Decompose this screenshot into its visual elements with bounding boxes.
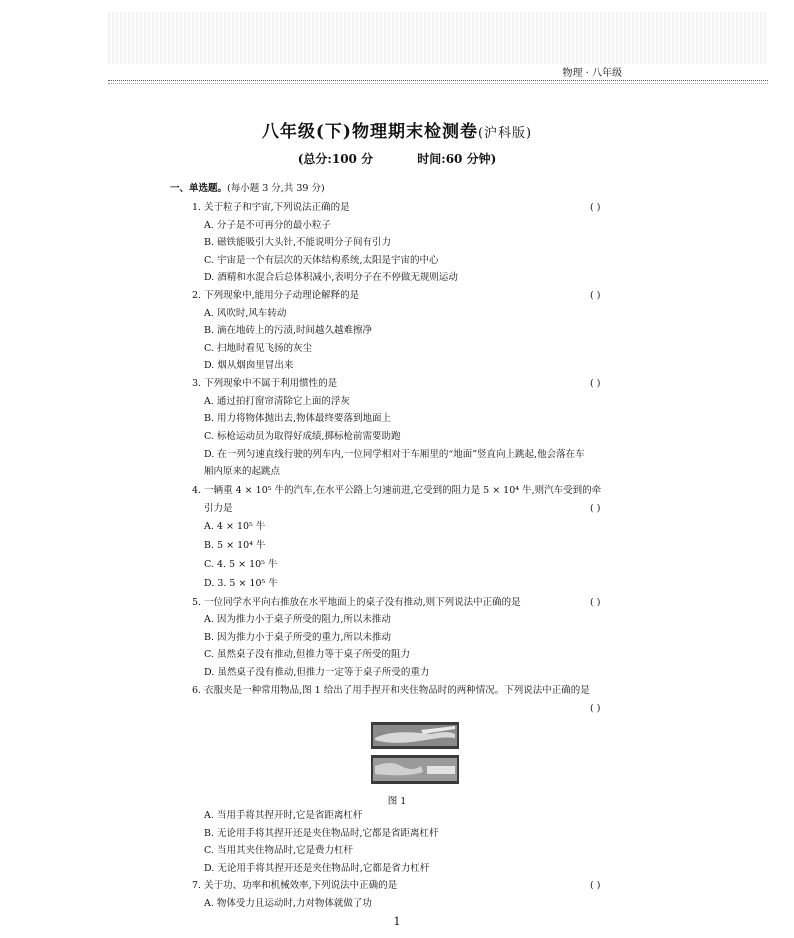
question-stem: 6. 衣服夹是一种常用物品,图 1 给出了用手捏开和夹住物品时的两种情况。下列说法中正确的是 (192, 685, 590, 696)
question-stem: 7. 关于功、功率和机械效率,下列说法中正确的是 (192, 880, 398, 891)
option-b: B. 5 × 10⁴ 牛 (204, 540, 266, 551)
header-divider (108, 80, 768, 81)
option-c: C. 宇宙是一个有层次的天体结构系统,太阳是宇宙的中心 (204, 255, 439, 266)
option-b: B. 滴在地砖上的污渍,时间越久越难擦净 (204, 325, 373, 336)
section-note: (每小题 3 分,共 39 分) (227, 183, 325, 194)
option-a: A. 风吹时,风车转动 (204, 308, 287, 319)
time-limit: 时间:60 分钟) (417, 152, 497, 166)
option-a: A. 当用手将其捏开时,它是省距离杠杆 (204, 810, 363, 821)
answer-blank[interactable]: ( ) (590, 378, 601, 389)
option-b: B. 用力将物体抛出去,物体最终要落到地面上 (204, 413, 392, 424)
section-heading (170, 183, 325, 195)
answer-blank[interactable]: ( ) (590, 703, 601, 714)
header-divider-secondary (108, 83, 768, 84)
option-a: A. 因为推力小于桌子所受的阻力,所以未推动 (204, 614, 391, 625)
option-d: D. 在一列匀速直线行驶的列车内,一位同学相对于车厢里的“地面”竖直向上跳起,他会落在车 (204, 449, 585, 460)
option-d: D. 3. 5 × 10⁵ 牛 (204, 578, 278, 589)
option-a: A. 4 × 10⁵ 牛 (204, 521, 266, 532)
section-label: 一、单选题。 (170, 183, 228, 194)
header-background-band (108, 12, 768, 64)
option-a: A. 物体受力且运动时,力对物体就做了功 (204, 898, 372, 909)
running-header: 物理 · 八年级 (562, 68, 622, 79)
option-b: B. 因为推力小于桌子所受的重力,所以未推动 (204, 632, 392, 643)
answer-blank[interactable]: ( ) (590, 202, 601, 213)
option-b: B. 磁铁能吸引大头针,不能说明分子间有引力 (204, 237, 392, 248)
total-score: (总分:100 分 (297, 152, 374, 166)
answer-blank[interactable]: ( ) (590, 597, 601, 608)
option-d: D. 虽然桌子没有推动,但推力一定等于桌子所受的重力 (204, 667, 430, 678)
page-number: 1 (393, 915, 401, 928)
question-stem: 2. 下列现象中,能用分子动理论解释的是 (192, 290, 360, 301)
clothespin-figure (371, 722, 459, 784)
option-c: C. 扫地时看见飞扬的灰尘 (204, 343, 312, 354)
option-c: C. 标枪运动员为取得好成绩,掷标枪前需要助跑 (204, 431, 401, 442)
answer-blank[interactable]: ( ) (590, 503, 601, 514)
option-d: D. 无论用手将其捏开还是夹住物品时,它都是省力杠杆 (204, 863, 430, 874)
answer-blank[interactable]: ( ) (590, 290, 601, 301)
figure-caption: 图 1 (387, 796, 407, 807)
option-b: B. 无论用手将其捏开还是夹住物品时,它都是省距离杠杆 (204, 828, 439, 839)
page-title (0, 117, 794, 142)
question-stem: 3. 下列现象中不属于利用惯性的是 (192, 378, 338, 389)
option-c: C. 虽然桌子没有推动,但推力等于桌子所受的阻力 (204, 649, 410, 660)
exam-info (0, 150, 794, 167)
question-stem: 1. 关于粒子和宇宙,下列说法正确的是 (192, 202, 350, 213)
option-d: D. 酒精和水混合后总体积减小,表明分子在不停做无规则运动 (204, 272, 458, 283)
clamped-object (427, 766, 455, 774)
option-a: A. 通过拍打窗帘清除它上面的浮灰 (204, 396, 350, 407)
title-main: 八年级(下)物理期末检测卷 (261, 122, 478, 142)
option-a: A. 分子是不可再分的最小粒子 (204, 220, 331, 231)
option-c: C. 当用其夹住物品时,它是费力杠杆 (204, 845, 353, 856)
option-d-continued: 厢内原来的起跳点 (204, 466, 281, 477)
option-c: C. 4. 5 × 10⁵ 牛 (204, 559, 278, 570)
question-stem: 5. 一位同学水平向右推放在水平地面上的桌子没有推动,则下列说法中正确的是 (192, 597, 521, 608)
question-stem: 4. 一辆重 4 × 10⁵ 牛的汽车,在水平公路上匀速前进,它受到的阻力是 5 × 10⁴ 牛,则汽车受到的牵 (192, 485, 602, 496)
answer-blank[interactable]: ( ) (590, 880, 601, 891)
question-stem-continued: 引力是 (204, 503, 233, 514)
option-d: D. 烟从烟囱里冒出来 (204, 360, 294, 371)
title-edition: (沪科版) (477, 126, 533, 141)
